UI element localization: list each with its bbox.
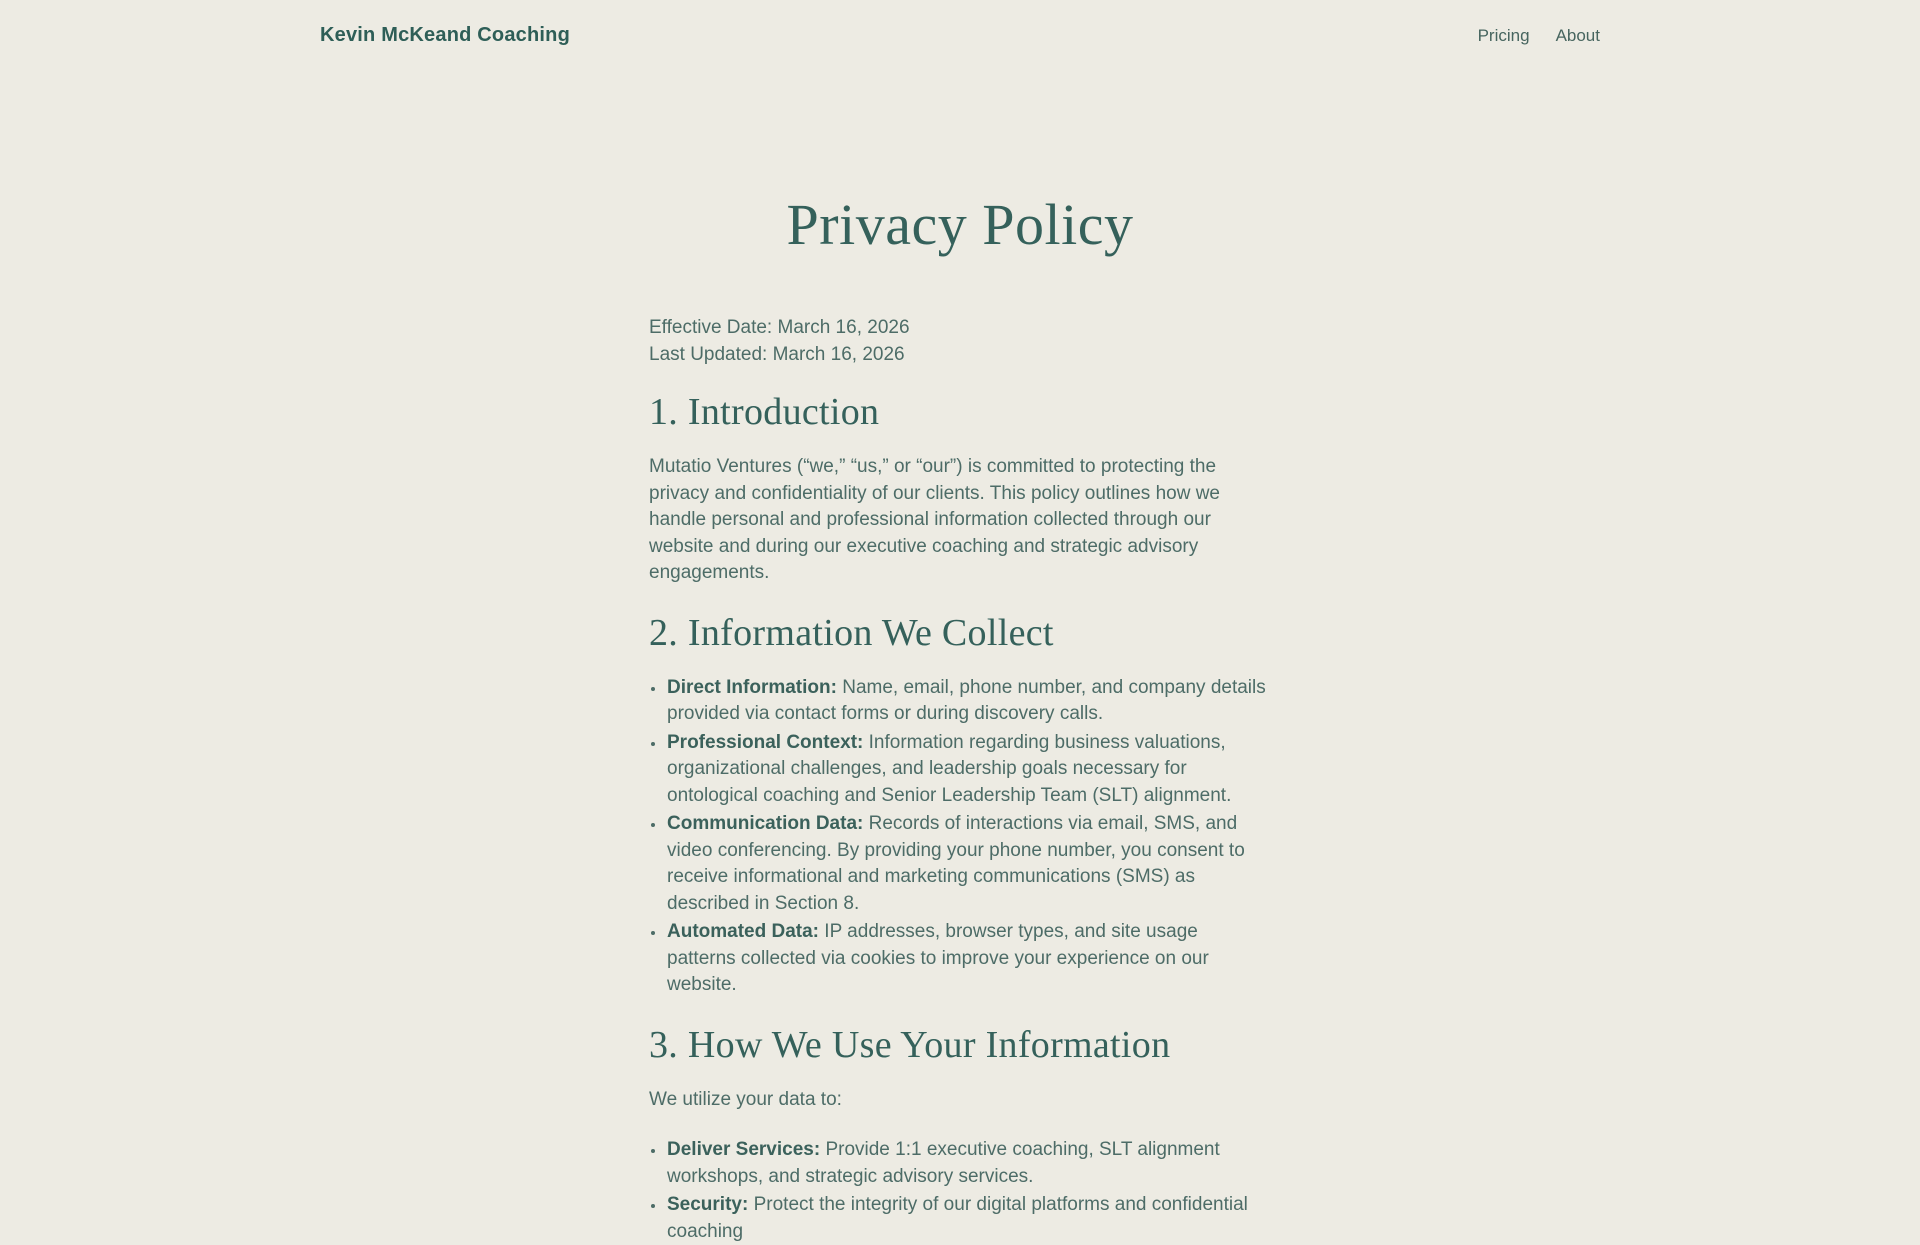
list-item (666, 811, 1271, 917)
section-list (649, 675, 1271, 999)
list-item-text: Records of interactions via email, SMS, and video conferencing. By providing your phone number, you consent to receive informational and marketing communications (SMS) as described in Section 8. (667, 813, 1245, 914)
section-paragraph: We utilize your data to: (649, 1087, 1271, 1114)
privacy-policy-page (649, 191, 1271, 1245)
policy-sections (649, 390, 1271, 1245)
section-heading: 1. Introduction (649, 390, 1271, 434)
section-list (649, 1137, 1271, 1245)
list-item (666, 1192, 1271, 1245)
list-item-label: Automated Data: (667, 921, 819, 942)
section-paragraph: Mutatio Ventures (“we,” “us,” or “our”) is committed to protecting the privacy and confidentiality of our clients. This policy outlines how we handle personal and professional information collected through our website and during our executive coaching and strategic advisory engagements. (649, 454, 1271, 587)
list-item-text: IP addresses, browser types, and site usage patterns collected via cookies to improve your experience on our website. (667, 921, 1209, 995)
list-item-label: Security: (667, 1194, 748, 1215)
list-item (666, 1137, 1271, 1190)
list-item (666, 730, 1271, 810)
policy-section (649, 611, 1271, 999)
list-item-text: Name, email, phone number, and company details provided via contact forms or during discovery calls. (667, 677, 1266, 725)
list-item-text: Provide 1:1 executive coaching, SLT alignment workshops, and strategic advisory services. (667, 1139, 1220, 1187)
list-item-text: Information regarding business valuations, organizational challenges, and leadership goals necessary for ontological coaching and Senior Leadership Team (SLT) alignment. (667, 732, 1231, 806)
list-item-label: Communication Data: (667, 813, 863, 834)
site-title-link[interactable]: Kevin McKeand Coaching (320, 24, 570, 47)
main-nav (1478, 26, 1600, 46)
effective-date: Effective Date: March 16, 2026 (649, 314, 1271, 341)
page-title: Privacy Policy (649, 191, 1271, 258)
site-header (0, 0, 1920, 47)
list-item-label: Professional Context: (667, 732, 863, 753)
list-item-label: Deliver Services: (667, 1139, 820, 1160)
header-inner (320, 0, 1600, 47)
last-updated: Last Updated: March 16, 2026 (649, 341, 1271, 368)
list-item-label: Direct Information: (667, 677, 837, 698)
nav-link-about[interactable]: About (1556, 26, 1600, 46)
list-item (666, 675, 1271, 728)
section-heading: 3. How We Use Your Information (649, 1023, 1271, 1067)
list-item-text: Protect the integrity of our digital platforms and confidential coaching (667, 1194, 1248, 1242)
policy-section (649, 390, 1271, 587)
section-heading: 2. Information We Collect (649, 611, 1271, 655)
nav-link-pricing[interactable]: Pricing (1478, 26, 1530, 46)
list-item (666, 919, 1271, 999)
policy-section (649, 1023, 1271, 1245)
